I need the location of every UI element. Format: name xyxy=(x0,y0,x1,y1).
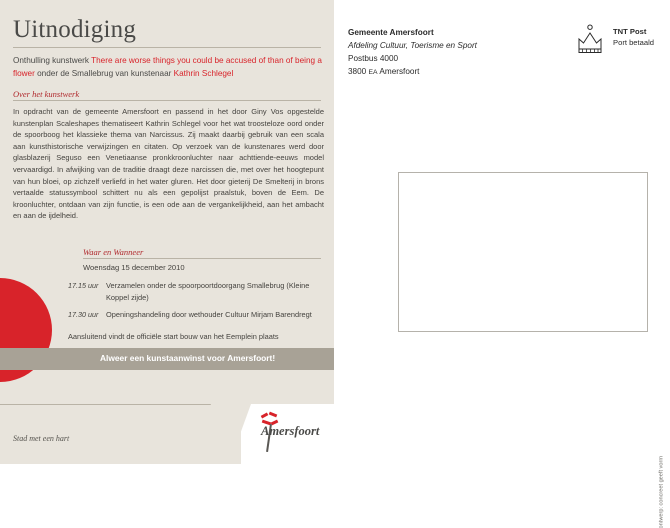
about-body-text: In opdracht van de gemeente Amersfoort en passend in het door Giny Vos opgestelde kunstenplan Scaleshapes thematiseert Kathrin Schlegel voor het wat troosteloze oord onder de spoorboog het klassieke thema van Narcissus. Zij maakt daarbij gebruik van een scala aan kunsthistorische verwijzingen en citaten. Op verzoek van de kunstenares werd door glasblazerij Seguso een Venetiaanse pronkkroonluchter naar achttiende-eeuws model vervaardigd. In afwijking van de traditie draagt deze narcissen die, met over het hoogtepunt van hun bloei, op zichzelf verliefd in het water gluren. Het door gieterij De Smelterij in brons vertaalde statussymbool schittert nu als een gepolijst praalstuk, boven de Eem. De kroonluchter, ontdaan van zijn functie, is een ode aan de vergankelijkheid, aan het ambacht en aan de ijdelheid. xyxy=(13,107,324,221)
lead-paragraph xyxy=(13,55,323,80)
event-date: Woensdag 15 december 2010 xyxy=(83,263,185,272)
schedule-time: 17.30 uur xyxy=(68,310,99,319)
amersfoort-logo-text: Amersfoort xyxy=(261,424,320,438)
sender-city-line xyxy=(348,65,477,79)
amersfoort-logo xyxy=(241,404,334,464)
crown-icon xyxy=(573,24,607,56)
sender-department: Afdeling Cultuur, Toerisme en Sport xyxy=(348,41,477,50)
artist-name: Kathrin Schlegel xyxy=(173,68,234,78)
schedule-row xyxy=(68,280,323,303)
sender-postcode: 3800 xyxy=(348,67,367,76)
tnt-post-mark xyxy=(573,24,654,56)
sender-city: Amersfoort xyxy=(379,67,420,76)
sender-address xyxy=(348,26,477,79)
page-title: Uitnodiging xyxy=(13,16,137,43)
sender-pobox: Postbus 4000 xyxy=(348,54,399,63)
left-content-panel xyxy=(0,0,334,464)
sender-organization: Gemeente Amersfoort xyxy=(348,28,434,37)
design-credit: ontwerp: concreet geeft vorm xyxy=(658,456,664,528)
tnt-post-name: TNT Post xyxy=(613,27,647,36)
title-divider xyxy=(13,47,321,48)
city-tagline: Stad met een hart xyxy=(13,434,70,443)
schedule-row xyxy=(68,309,323,321)
artwork-title: There are worse things you could be accused of than of being a flower xyxy=(13,56,322,78)
lead-text-1: Onthulling kunstwerk xyxy=(13,56,92,65)
schedule-description: Verzamelen onder de spoorpoortdoorgang Smallebrug (Kleine Koppel zijde) xyxy=(106,281,310,302)
address-area xyxy=(398,172,648,332)
lead-text-2: onder de Smallebrug van kunstenaar xyxy=(34,68,174,78)
section-label-when: Waar en Wanneer xyxy=(83,247,144,257)
tnt-post-labels xyxy=(613,24,654,48)
schedule-note: Aansluitend vindt de officiële start bouw van het Eemplein plaats xyxy=(68,332,279,341)
cta-text: Alweer een kunstaanwinst voor Amersfoort! xyxy=(100,353,276,363)
schedule-list xyxy=(68,280,323,327)
address-panel xyxy=(334,0,670,528)
section-label-about: Over het kunstwerk xyxy=(13,89,80,99)
when-divider xyxy=(83,258,321,259)
schedule-time: 17.15 uur xyxy=(68,281,99,290)
tnt-post-status: Port betaald xyxy=(613,38,654,47)
schedule-description: Openingshandeling door wethouder Cultuur Mirjam Barendregt xyxy=(106,310,312,319)
sender-postcode-letters: EA xyxy=(368,69,378,76)
about-divider xyxy=(13,100,321,101)
